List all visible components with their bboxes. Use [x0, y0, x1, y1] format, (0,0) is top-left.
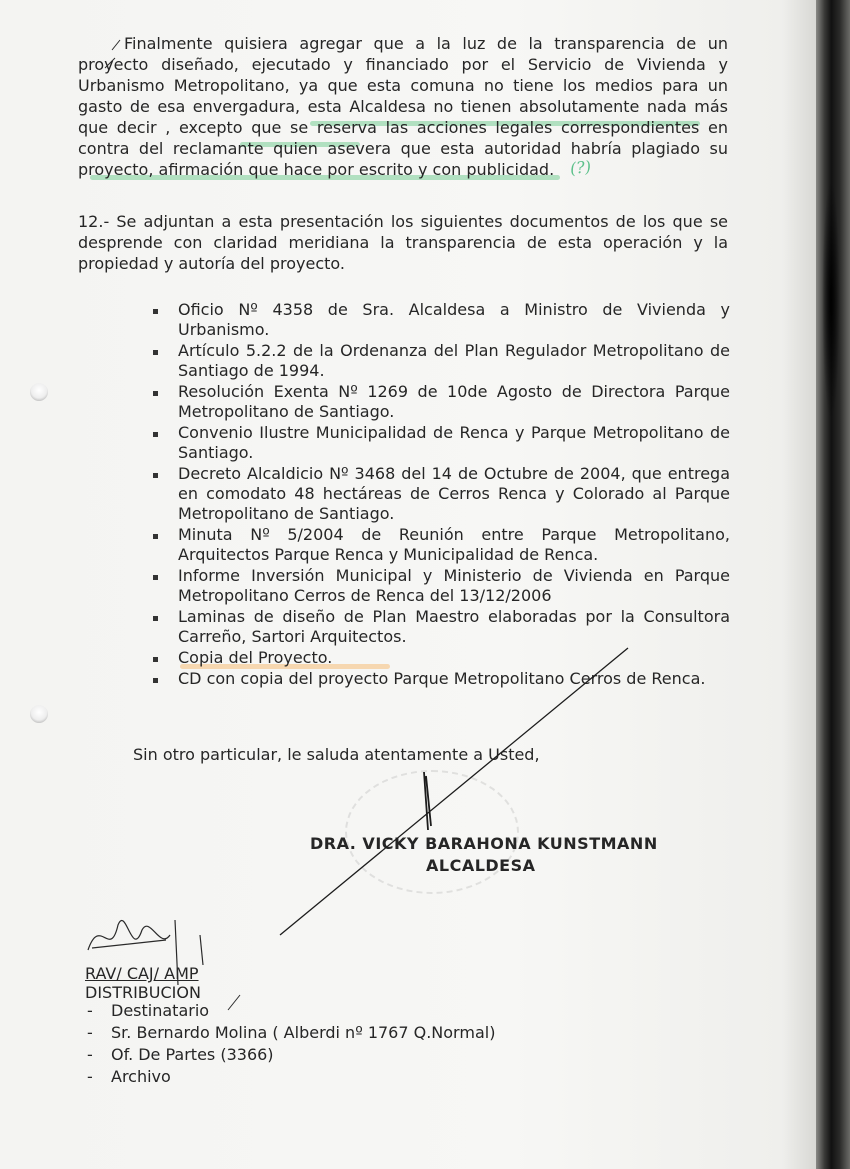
- document-item: Resolución Exenta Nº 1269 de 10de Agosto de Directora Parque Metropolitano de Santiago.: [150, 382, 730, 422]
- scan-edge-shadow: [816, 0, 850, 1169]
- document-item: Oficio Nº 4358 de Sra. Alcaldesa a Ministro de Vivienda y Urbanismo.: [150, 300, 730, 340]
- signatory-name: DRA. VICKY BARAHONA KUNSTMANN: [310, 834, 658, 853]
- document-item: CD con copia del proyecto Parque Metropolitano Cerros de Renca.: [150, 669, 730, 689]
- distribution-item: - Of. De Partes (3366): [85, 1044, 495, 1066]
- document-item: Copia del Proyecto.: [150, 648, 730, 668]
- attached-documents-list: [150, 300, 730, 690]
- distribution-list: [85, 1000, 495, 1088]
- closing-statement-paragraph: Finalmente quisiera agregar que a la luz de la transparencia de un proyecto diseñado, ejecutado y financiado por el Servicio de Vivienda y Urbanismo Metropolitano, ya que esta comuna no tiene los medios para un gasto de esa envergadura, esta Alcaldesa no tienen absolutamente nada más que decir , excepto que se reserva las acciones legales correspondientes en contra del reclamante quien asevera que esta autoridad habría plagiado su proyecto, afirmación que hace por escrito y con publicidad.: [78, 34, 728, 179]
- distribution-item: - Destinatario: [85, 1000, 495, 1022]
- document-item: Informe Inversión Municipal y Ministerio de Vivienda en Parque Metropolitano Cerros de Renca del 13/12/2006: [150, 566, 730, 606]
- signatory-title: ALCALDESA: [426, 856, 536, 875]
- document-item: Decreto Alcaldicio Nº 3468 del 14 de Octubre de 2004, que entrega en comodato 48 hectáreas de Cerros Renca y Colorado al Parque Metropolitano de Santiago.: [150, 464, 730, 524]
- margin-note: (?): [569, 156, 592, 179]
- distribution-item: - Archivo: [85, 1066, 495, 1088]
- document-item: Minuta Nº 5/2004 de Reunión entre Parque Metropolitano, Arquitectos Parque Renca y Municipalidad de Renca.: [150, 525, 730, 565]
- document-item: Laminas de diseño de Plan Maestro elaboradas por la Consultora Carreño, Sartori Arquitectos.: [150, 607, 730, 647]
- document-item: Convenio Ilustre Municipalidad de Renca y Parque Metropolitano de Santiago.: [150, 423, 730, 463]
- official-stamp: [345, 770, 519, 894]
- distribution-item: - Sr. Bernardo Molina ( Alberdi nº 1767 Q.Normal): [85, 1022, 495, 1044]
- document-item: Artículo 5.2.2 de la Ordenanza del Plan Regulador Metropolitano de Santiago de 1994.: [150, 341, 730, 381]
- closing-salutation: Sin otro particular, le saluda atentamente a Usted,: [133, 745, 540, 764]
- punch-hole-bottom: [30, 705, 48, 723]
- punch-hole-top: [30, 383, 48, 401]
- reference-initials: RAV/ CAJ/ AMP: [85, 964, 199, 983]
- point-twelve-paragraph: 12.- Se adjuntan a esta presentación los siguientes documentos de los que se desprende con claridad meridiana la transparencia de esta operación y la propiedad y autoría del proyecto.: [78, 212, 728, 273]
- distribution-heading: DISTRIBUCION: [85, 983, 201, 1002]
